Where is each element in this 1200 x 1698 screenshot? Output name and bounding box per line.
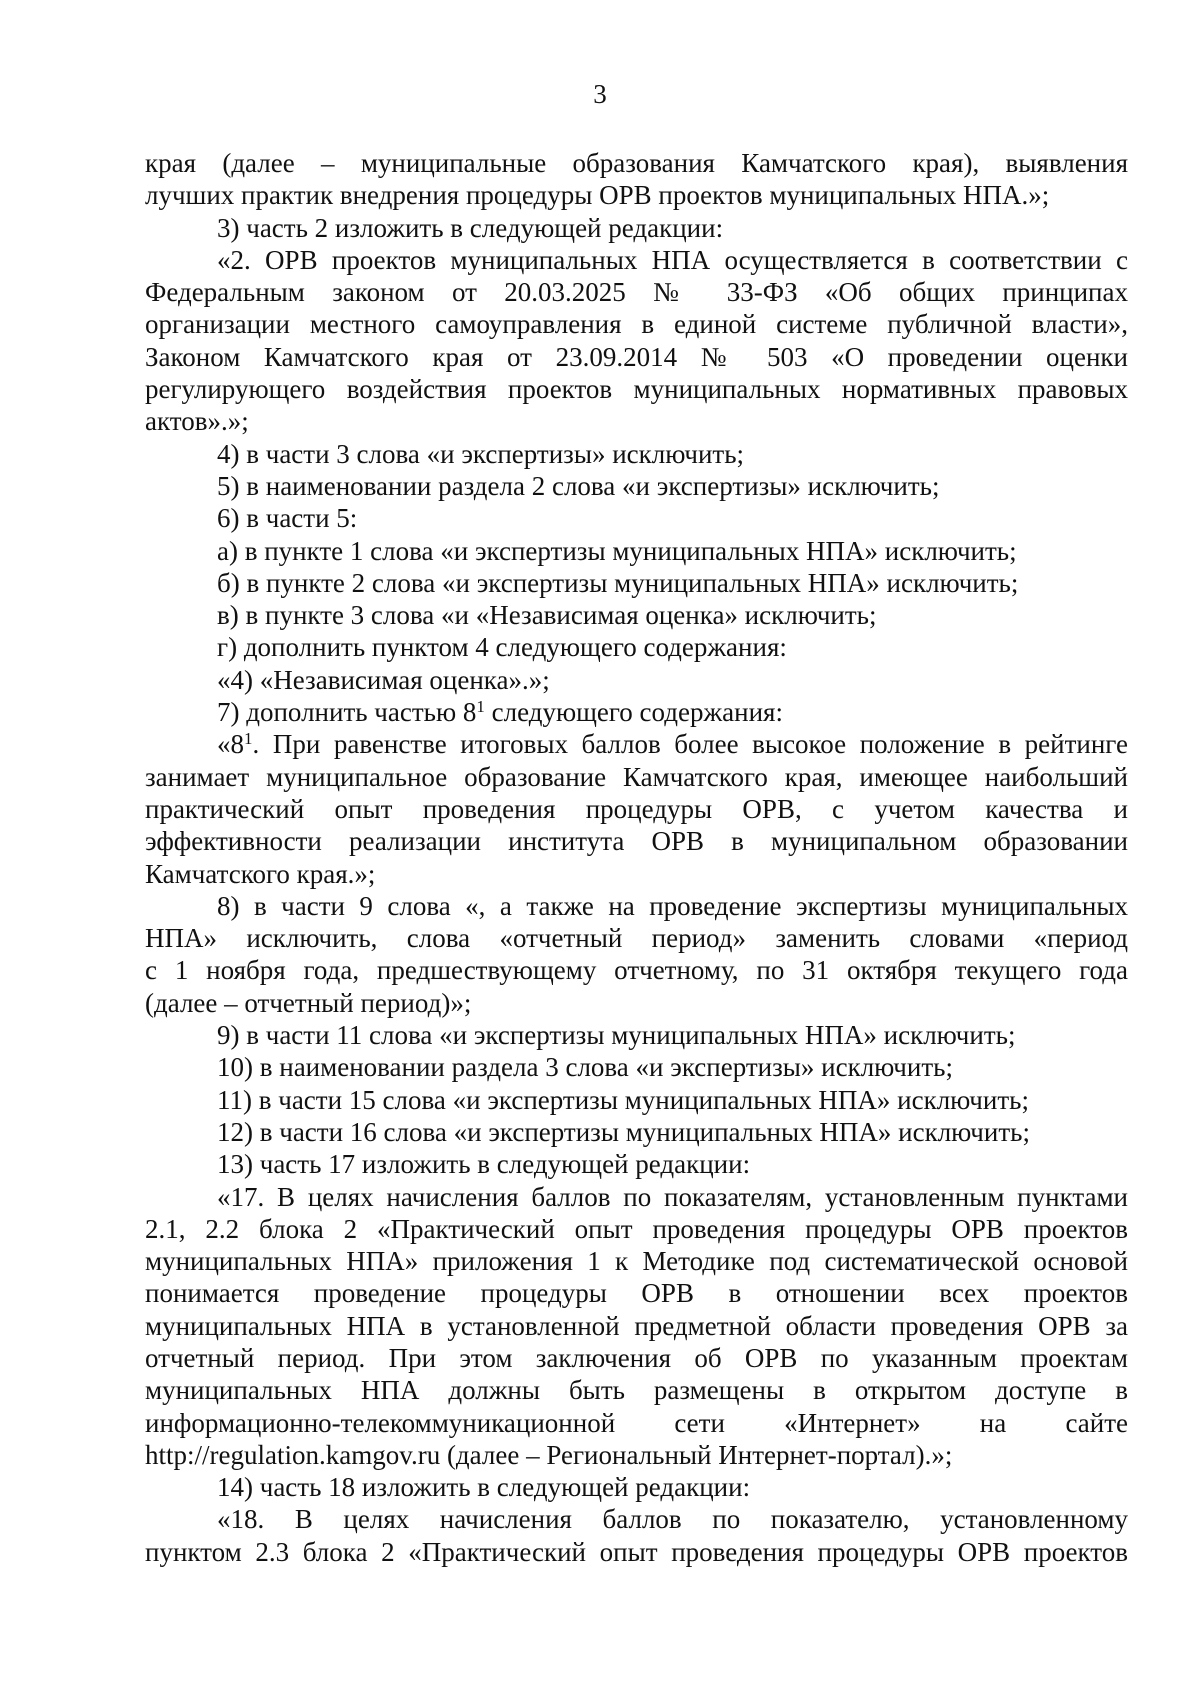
text-line: 8) в части 9 слова «, а также на проведение экспертизы муниципальных — [217, 890, 1128, 921]
text-line: практический опыт проведения процедуры ОРВ, с учетом качества и — [145, 793, 1128, 824]
text-line: Камчатского края.»; — [145, 858, 376, 889]
text-line: регулирующего воздействия проектов муниципальных нормативных правовых — [145, 374, 1128, 405]
text-line: в) в пункте 3 слова «и «Независимая оценка» исключить; — [217, 600, 877, 631]
text-segment: 7) дополнить частью 8 — [217, 697, 477, 728]
text-line: организации местного самоуправления в единой системе публичной власти», — [145, 309, 1128, 340]
text-line: «4) «Независимая оценка».»; — [217, 664, 550, 695]
text-line: 9) в части 11 слова «и экспертизы муниципальных НПА» исключить; — [217, 1020, 1016, 1051]
text-line: 5) в наименовании раздела 2 слова «и экспертизы» исключить; — [217, 470, 940, 501]
text-line: понимается проведение процедуры ОРВ в отношении всех проектов — [145, 1278, 1128, 1309]
page-number: 3 — [593, 79, 607, 109]
superscript: 1 — [476, 697, 485, 717]
text-line: муниципальных НПА» приложения 1 к Методике под систематической основой — [145, 1246, 1128, 1277]
text-line: лучших практик внедрения процедуры ОРВ проектов муниципальных НПА.»; — [145, 180, 1050, 211]
text-line: 14) часть 18 изложить в следующей редакции: — [217, 1472, 751, 1503]
text-line: информационно-телекоммуникационной сети «Интернет» на сайте — [145, 1407, 1128, 1438]
text-line: 6) в части 5: — [217, 503, 358, 534]
text-line: 11) в части 15 слова «и экспертизы муниципальных НПА» исключить; — [217, 1084, 1029, 1115]
text-line: (далее – отчетный период)»; — [145, 987, 472, 1018]
text-segment: «8 — [217, 729, 244, 760]
text-line: г) дополнить пунктом 4 следующего содержания: — [217, 632, 787, 663]
text-line: муниципальных НПА должны быть размещены в открытом доступе в — [145, 1375, 1128, 1406]
text-line: «17. В целях начисления баллов по показателям, установленным пунктами — [217, 1181, 1128, 1212]
text-line: Федеральным законом от 20.03.2025 № 33-ФЗ «Об общих принципах — [145, 277, 1128, 308]
text-line: Законом Камчатского края от 23.09.2014 № 503 «О проведении оценки — [145, 341, 1128, 372]
text-line: занимает муниципальное образование Камчатского края, имеющее наибольший — [145, 761, 1128, 792]
text-line: актов».»; — [145, 406, 249, 437]
text-line: б) в пункте 2 слова «и экспертизы муниципальных НПА» исключить; — [217, 567, 1019, 598]
text-line: эффективности реализации института ОРВ в муниципальном образовании — [145, 826, 1128, 857]
text-line: 3) часть 2 изложить в следующей редакции: — [217, 212, 724, 243]
text-line: http://regulation.kamgov.ru (далее – Региональный Интернет-портал).»; — [145, 1439, 953, 1470]
text-line — [145, 728, 1128, 760]
text-line: НПА» исключить, слова «отчетный период» заменить словами «период — [145, 923, 1128, 954]
document-body — [145, 147, 1128, 1568]
text-line — [145, 696, 1128, 728]
text-line: «18. В целях начисления баллов по показателю, установленному — [217, 1504, 1128, 1535]
text-line: муниципальных НПА в установленной предметной области проведения ОРВ за — [145, 1310, 1128, 1341]
text-line: с 1 ноября года, предшествующему отчетному, по 31 октября текущего года — [145, 955, 1128, 986]
text-line: а) в пункте 1 слова «и экспертизы муниципальных НПА» исключить; — [217, 535, 1017, 566]
text-segment: . При равенстве итоговых баллов более высокое положение в рейтинге — [252, 729, 1128, 760]
text-line: 12) в части 16 слова «и экспертизы муниципальных НПА» исключить; — [217, 1116, 1030, 1147]
text-line: 2.1, 2.2 блока 2 «Практический опыт проведения процедуры ОРВ проектов — [145, 1213, 1128, 1244]
text-line: отчетный период. При этом заключения об ОРВ по указанным проектам — [145, 1342, 1128, 1373]
text-line: 13) часть 17 изложить в следующей редакции: — [217, 1149, 751, 1180]
text-segment: следующего содержания: — [484, 697, 783, 728]
superscript: 1 — [244, 729, 253, 749]
text-line: пунктом 2.3 блока 2 «Практический опыт проведения процедуры ОРВ проектов — [145, 1536, 1128, 1567]
text-line: «2. ОРВ проектов муниципальных НПА осуществляется в соответствии с — [217, 244, 1128, 275]
text-line: 4) в части 3 слова «и экспертизы» исключить; — [217, 438, 745, 469]
text-line: края (далее – муниципальные образования Камчатского края), выявления — [145, 148, 1128, 178]
text-line: 10) в наименовании раздела 3 слова «и экспертизы» исключить; — [217, 1052, 953, 1083]
